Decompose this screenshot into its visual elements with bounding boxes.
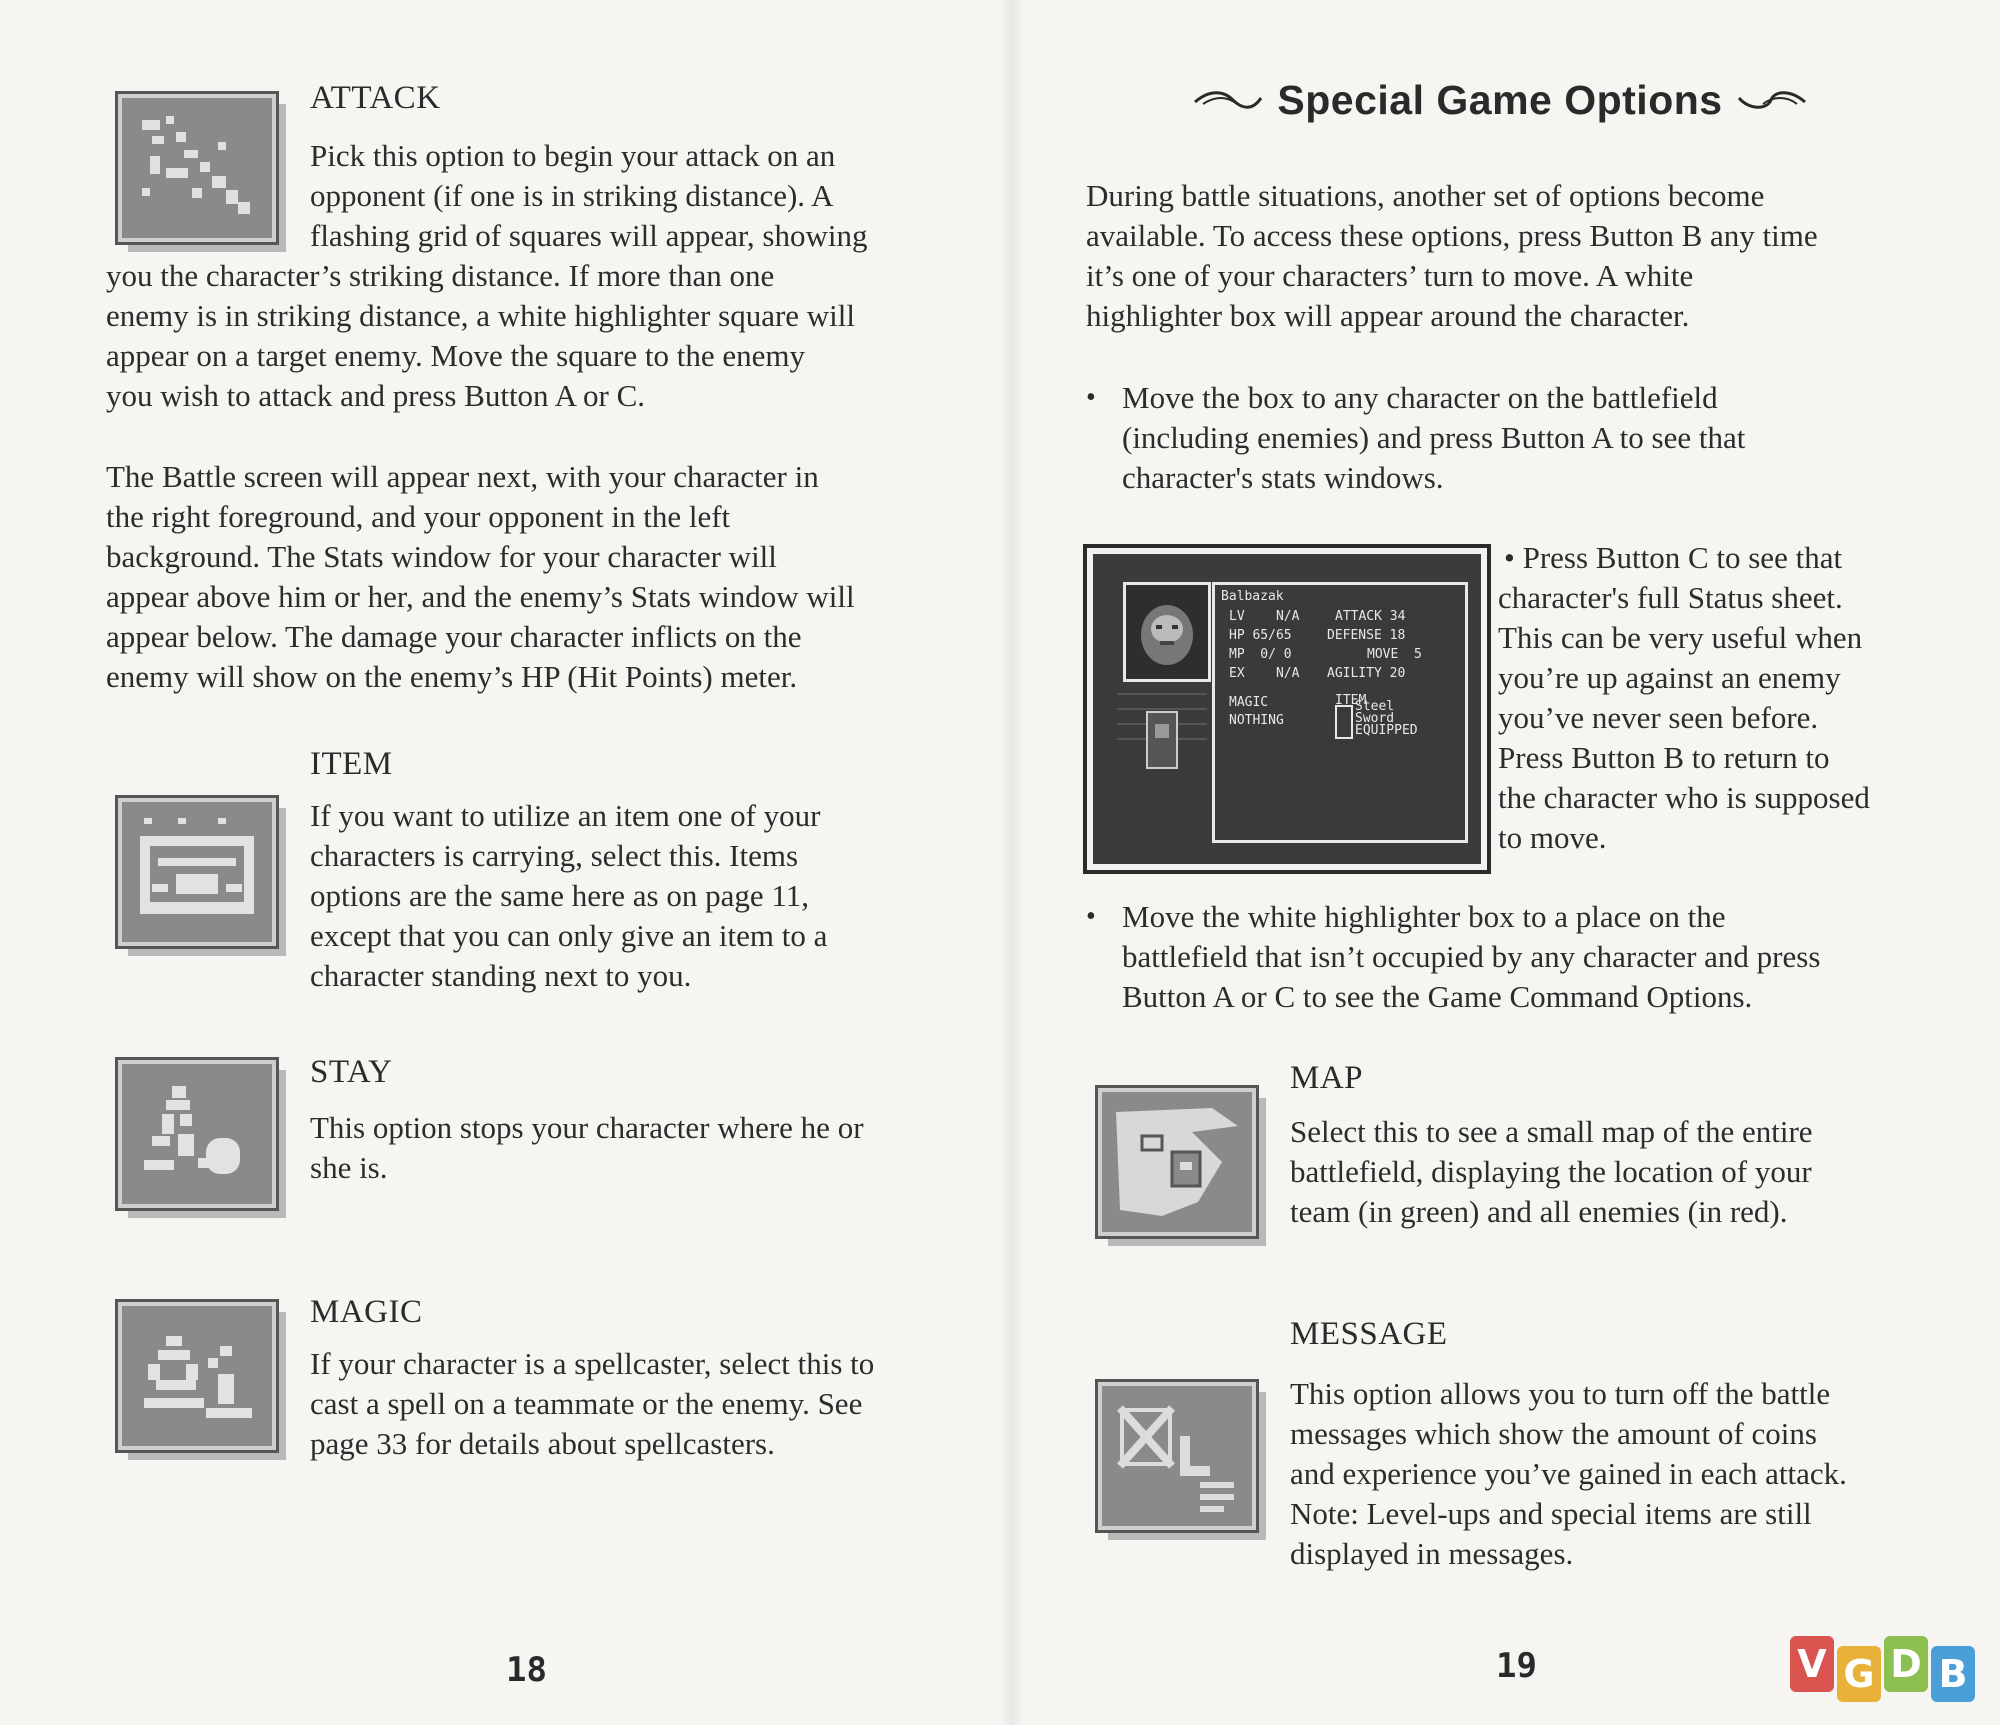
item-line: characters is carrying, select this. Items xyxy=(310,838,799,873)
sword-icon xyxy=(1335,705,1353,739)
status-line: character's full Status sheet. xyxy=(1498,580,1843,615)
stats-magic-label: MAGIC xyxy=(1229,695,1269,710)
message-heading: MESSAGE xyxy=(1290,1316,1448,1352)
status-line: you’ve never seen before. xyxy=(1498,700,1819,735)
bullet-stats-windows xyxy=(1086,378,1966,498)
item-description xyxy=(310,796,990,996)
message-description xyxy=(1290,1374,1980,1574)
battlefield-tile xyxy=(1117,684,1207,834)
stats-mp: MP 0/ 0 xyxy=(1229,647,1292,662)
bullet-game-command-options xyxy=(1086,897,1966,1017)
message-icon xyxy=(1098,1382,1256,1530)
section-title xyxy=(1150,70,1850,130)
attack-icon xyxy=(118,94,276,242)
stats-agility: AGILITY 20 xyxy=(1327,666,1406,681)
status-line: the character who is supposed xyxy=(1498,780,1870,815)
attack-description-cont xyxy=(106,256,986,416)
stats-magic-value: NOTHING xyxy=(1229,713,1284,728)
stats-item-label: ITEM xyxy=(1335,693,1367,708)
attack-line: flashing grid of squares will appear, showing xyxy=(310,218,868,253)
bullet-line: Move the box to any character on the battlefield xyxy=(1122,380,1718,415)
stay-description xyxy=(310,1108,990,1188)
stay-line: This option stops your character where he or xyxy=(310,1110,864,1145)
status-line: Press Button B to return to xyxy=(1498,740,1830,775)
attack-description xyxy=(310,136,990,256)
bullet-line: battlefield that isn’t occupied by any character and press xyxy=(1122,939,1821,974)
message-line: Note: Level-ups and special items are still xyxy=(1290,1496,1812,1531)
item-line: options are the same here as on page 11, xyxy=(310,878,809,913)
attack-line: appear on a target enemy. Move the square to the enemy xyxy=(106,338,805,373)
bullet-line: Move the white highlighter box to a place on the xyxy=(1122,899,1726,934)
section-title-text: Special Game Options xyxy=(1277,76,1723,123)
page-number-right: 19 xyxy=(1496,1646,1537,1686)
item-line: If you want to utilize an item one of your xyxy=(310,798,821,833)
message-line: displayed in messages. xyxy=(1290,1536,1574,1571)
battle-screen-paragraph xyxy=(106,457,986,697)
map-line: Select this to see a small map of the entire xyxy=(1290,1114,1813,1149)
bullet-marker: • xyxy=(1086,901,1096,932)
item-line: except that you can only give an item to a xyxy=(310,918,828,953)
intro-line: highlighter box will appear around the character. xyxy=(1086,298,1690,333)
intro-line: it’s one of your characters’ turn to move. A white xyxy=(1086,258,1694,293)
stay-line: she is. xyxy=(310,1150,388,1185)
bullet-status-sheet xyxy=(1498,538,1968,858)
attack-heading: ATTACK xyxy=(310,80,441,116)
message-line: This option allows you to turn off the battle xyxy=(1290,1376,1831,1411)
vgdb-letter: B xyxy=(1931,1646,1975,1702)
magic-heading: MAGIC xyxy=(310,1294,423,1330)
stats-item-3: EQUIPPED xyxy=(1355,723,1418,738)
status-line: • Press Button C to see that xyxy=(1504,540,1843,575)
battle-line: the right foreground, and your opponent in the left xyxy=(106,499,731,534)
attack-line: you the character’s striking distance. If more than one xyxy=(106,258,775,293)
magic-icon xyxy=(118,1302,276,1450)
stats-exp: EX N/A xyxy=(1229,666,1300,681)
vgdb-letter: V xyxy=(1790,1636,1834,1692)
map-line: battlefield, displaying the location of your xyxy=(1290,1154,1812,1189)
bullet-marker: • xyxy=(1086,382,1096,413)
book-spine xyxy=(1000,0,1024,1725)
battle-line: appear below. The damage your character inflicts on the xyxy=(106,619,802,654)
map-line: team (in green) and all enemies (in red). xyxy=(1290,1194,1788,1229)
bullet-line: (including enemies) and press Button A to see that xyxy=(1122,420,1746,455)
item-heading: ITEM xyxy=(310,746,393,782)
message-line: messages which show the amount of coins xyxy=(1290,1416,1817,1451)
map-icon xyxy=(1098,1088,1256,1236)
character-portrait xyxy=(1123,582,1211,682)
left-swirl-ornament xyxy=(1193,88,1263,112)
attack-line: Pick this option to begin your attack on an xyxy=(310,138,836,173)
stats-level: LV N/A xyxy=(1229,609,1300,624)
map-description xyxy=(1290,1112,1970,1232)
status-line: you’re up against an enemy xyxy=(1498,660,1841,695)
magic-line: If your character is a spellcaster, select this to xyxy=(310,1346,875,1381)
vgdb-watermark-logo xyxy=(1790,1636,1975,1702)
stats-name: Balbazak xyxy=(1221,589,1284,604)
map-heading: MAP xyxy=(1290,1060,1364,1096)
stay-heading: STAY xyxy=(310,1054,393,1090)
battle-line: background. The Stats window for your character will xyxy=(106,539,777,574)
stay-icon xyxy=(118,1060,276,1208)
intro-line: available. To access these options, press Button B any time xyxy=(1086,218,1818,253)
item-chest-icon xyxy=(118,798,276,946)
status-line: to move. xyxy=(1498,820,1607,855)
magic-line: cast a spell on a teammate or the enemy. See xyxy=(310,1386,863,1421)
stats-window-screenshot xyxy=(1087,548,1487,870)
intro-line: During battle situations, another set of options become xyxy=(1086,178,1765,213)
page-number-left: 18 xyxy=(506,1650,547,1690)
stats-panel xyxy=(1212,582,1468,843)
stats-hp: HP 65/65 xyxy=(1229,628,1292,643)
battle-line: enemy will show on the enemy’s HP (Hit Points) meter. xyxy=(106,659,798,694)
item-line: character standing next to you. xyxy=(310,958,692,993)
stats-item-1: Steel xyxy=(1355,699,1395,714)
magic-description xyxy=(310,1344,990,1464)
magic-line: page 33 for details about spellcasters. xyxy=(310,1426,775,1461)
stats-defense: DEFENSE 18 xyxy=(1327,628,1406,643)
attack-line: you wish to attack and press Button A or C. xyxy=(106,378,646,413)
vgdb-letter: D xyxy=(1884,1636,1928,1692)
attack-line: enemy is in striking distance, a white highlighter square will xyxy=(106,298,856,333)
attack-line: opponent (if one is in striking distance). A xyxy=(310,178,834,213)
bullet-line: Button A or C to see the Game Command Options. xyxy=(1122,979,1753,1014)
stats-attack: ATTACK 34 xyxy=(1335,609,1406,624)
battle-line: appear above him or her, and the enemy’s Stats window will xyxy=(106,579,855,614)
message-line: and experience you’ve gained in each attack. xyxy=(1290,1456,1847,1491)
bullet-line: character's stats windows. xyxy=(1122,460,1444,495)
right-swirl-ornament xyxy=(1737,88,1807,112)
battle-line: The Battle screen will appear next, with your character in xyxy=(106,459,819,494)
status-line: This can be very useful when xyxy=(1498,620,1863,655)
stats-move: MOVE 5 xyxy=(1367,647,1422,662)
stats-item-2: Sword xyxy=(1355,711,1395,726)
intro-paragraph xyxy=(1086,176,1966,336)
vgdb-letter: G xyxy=(1837,1646,1881,1702)
